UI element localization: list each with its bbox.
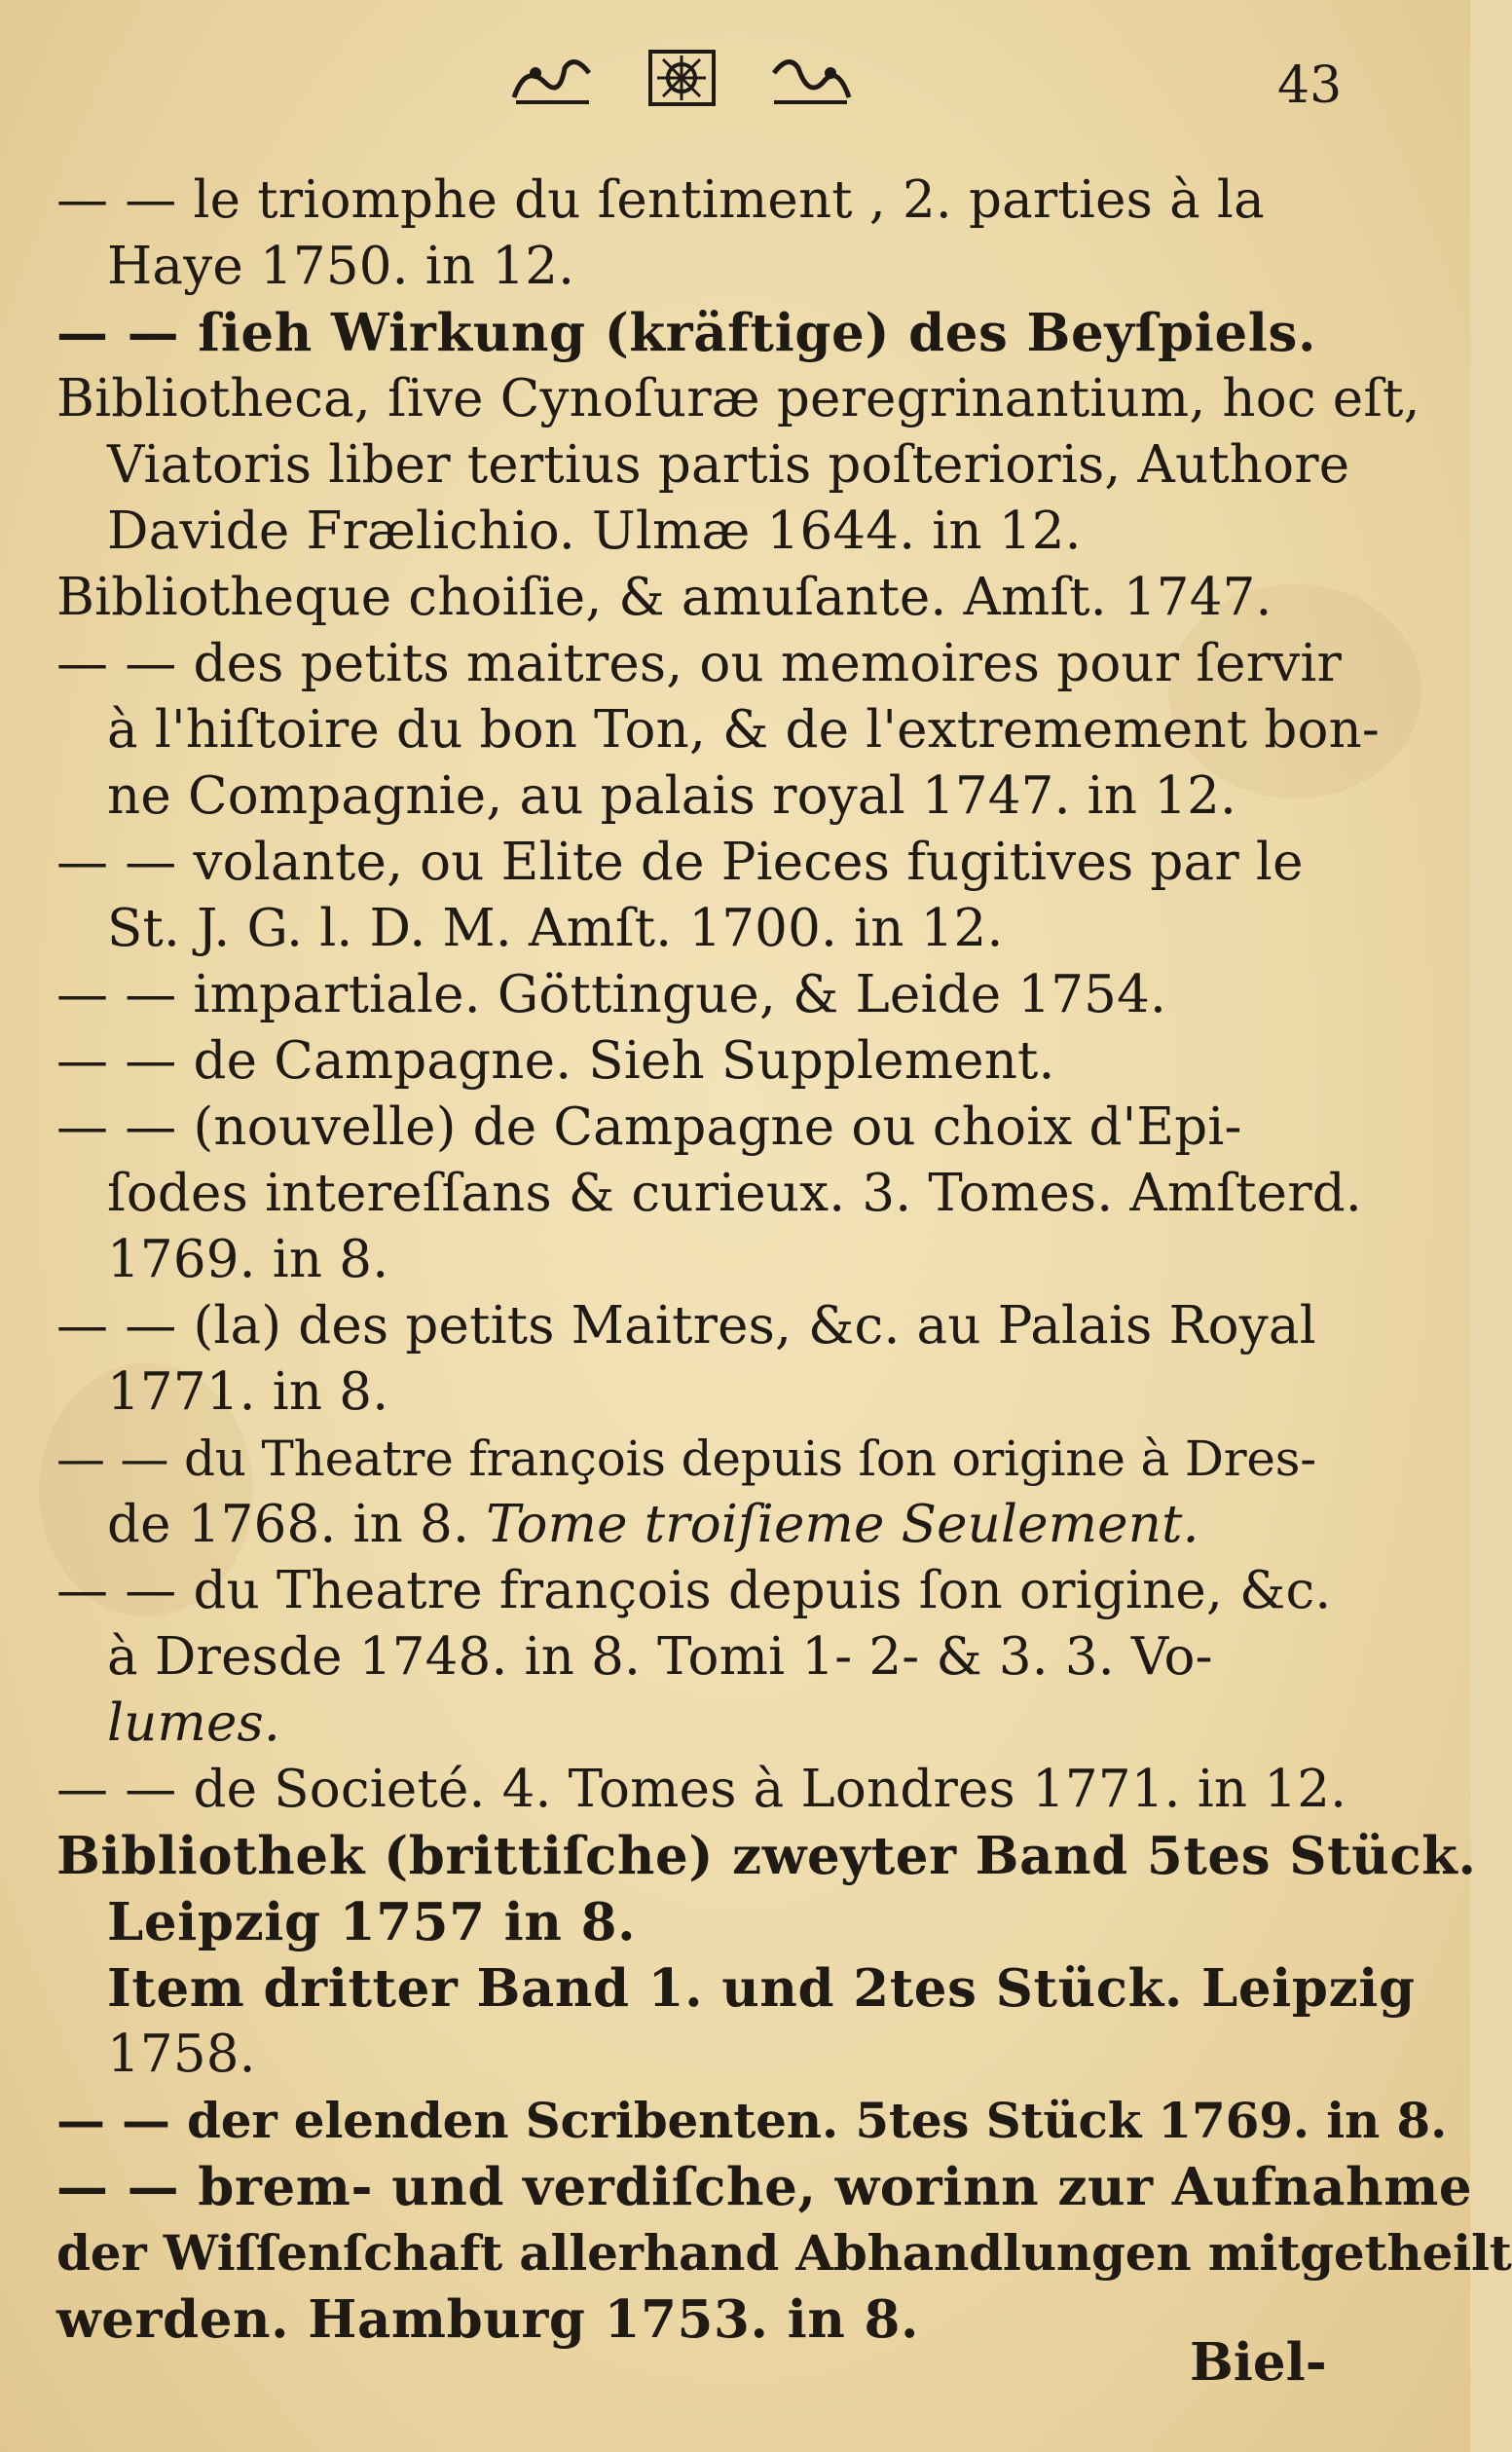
entry-line bbox=[56, 1492, 1349, 1558]
entry-line: — — der elenden Scribenten. 5tes Stück 1769. in 8. bbox=[56, 2092, 1448, 2149]
left-flourish-icon bbox=[506, 44, 599, 112]
catchword: Biel- bbox=[1190, 2332, 1327, 2393]
entry-line: — — ſieh Wirkung (kräftige) des Beyſpiels. bbox=[56, 303, 1316, 363]
entry-line: lumes. bbox=[107, 1693, 280, 1753]
entry-line: St. J. G. l. D. M. Amſt. 1700. in 12. bbox=[107, 899, 1004, 958]
entry-line: à Dresde 1748. in 8. Tomi 1- 2- & 3. 3. Vo- bbox=[107, 1627, 1213, 1687]
page-number: 43 bbox=[1277, 56, 1343, 115]
entry-line: — — impartiale. Göttingue, & Leide 1754. bbox=[56, 965, 1167, 1024]
entry-line: Leipzig 1757 in 8. bbox=[107, 1892, 637, 1952]
entry-line: 1771. in 8. bbox=[107, 1362, 389, 1422]
entry-text: de 1768. in 8. bbox=[107, 1495, 470, 1554]
entry-line: à l'hiſtoire du bon Ton, & de l'extremement bon- bbox=[107, 700, 1381, 760]
entry-line: Item dritter Band 1. und 2tes Stück. Leipzig bbox=[107, 1958, 1416, 2019]
entry-line: — — (nouvelle) de Campagne ou choix d'Epi- bbox=[56, 1097, 1242, 1157]
right-flourish-icon bbox=[764, 44, 857, 112]
entry-line: 1758. bbox=[107, 2025, 256, 2084]
entry-line: — — de Campagne. Sieh Supplement. bbox=[56, 1031, 1055, 1091]
center-rosette-icon bbox=[636, 44, 728, 112]
entry-line: 1769. in 8. bbox=[107, 1230, 389, 1289]
italic-note: Tome troiſieme Seulement. bbox=[486, 1495, 1199, 1554]
header-ornament bbox=[506, 39, 857, 117]
entry-line: — — du Theatre françois depuis ſon origine, &c. bbox=[56, 1561, 1332, 1620]
entry-line: der Wiſſenſchaft allerhand Abhandlungen mitgetheilt bbox=[56, 2224, 1512, 2282]
entry-line: — — le triomphe du ſentiment , 2. parties à la bbox=[56, 170, 1265, 230]
entry-line: Bibliotheque choiſie, & amuſante. Amſt. 1747. bbox=[56, 568, 1272, 627]
entry-line: Davide Frælichio. Ulmæ 1644. in 12. bbox=[107, 502, 1082, 561]
entry-line: Bibliothek (brittiſche) zweyter Band 5tes Stück. bbox=[56, 1826, 1477, 1886]
entry-line: ſodes intereſſans & curieux. 3. Tomes. Amſterd. bbox=[107, 1164, 1362, 1223]
entry-line: ne Compagnie, au palais royal 1747. in 12. bbox=[107, 766, 1237, 826]
entry-line: Haye 1750. in 12. bbox=[107, 237, 575, 296]
entry-line: — — (la) des petits Maitres, &c. au Palais Royal bbox=[56, 1296, 1316, 1356]
entry-line: — — volante, ou Elite de Pieces fugitives par le bbox=[56, 833, 1304, 892]
entry-line: — — de Societé. 4. Tomes à Londres 1771. in 12. bbox=[56, 1760, 1347, 1819]
entry-line: — — brem- und verdiſche, worinn zur Aufnahme bbox=[56, 2157, 1473, 2217]
entry-line: Bibliotheca, ſive Cynoſuræ peregrinantium, hoc eſt, bbox=[56, 369, 1420, 428]
catalog-entries bbox=[56, 167, 1512, 2353]
entry-line: — — des petits maitres, ou memoires pour ſervir bbox=[56, 634, 1343, 693]
entry-line: werden. Hamburg 1753. in 8. bbox=[56, 2289, 920, 2350]
entry-line: — — du Theatre françois depuis ſon origine à Dres- bbox=[56, 1430, 1316, 1487]
entry-line: Viatoris liber tertius partis poſterioris, Authore bbox=[107, 435, 1350, 495]
